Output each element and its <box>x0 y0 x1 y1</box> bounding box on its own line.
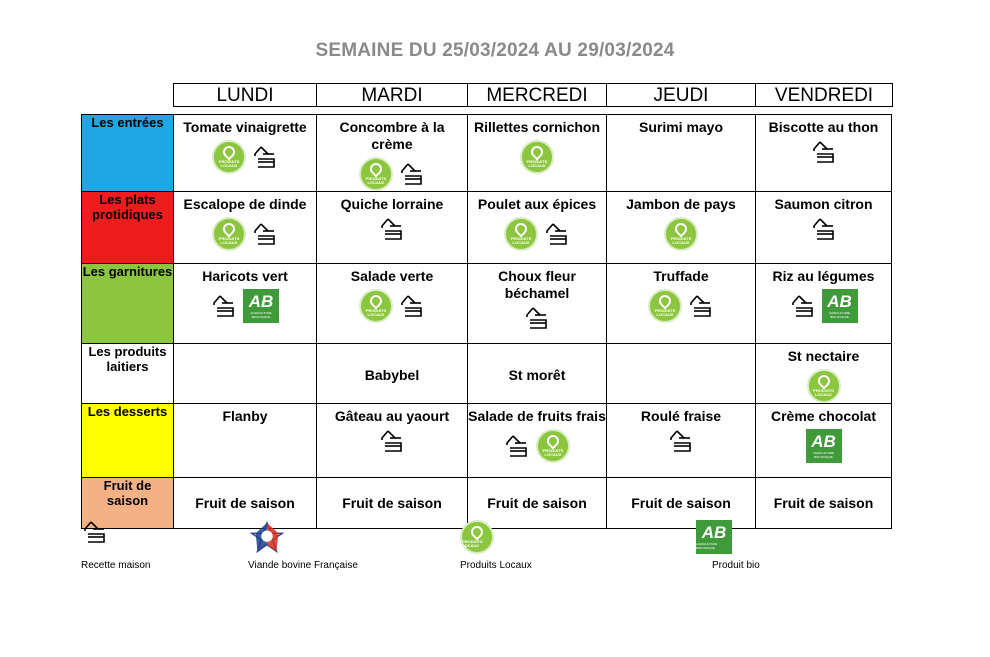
category-label: Les garnitures <box>82 264 174 344</box>
dish-name: St morêt <box>508 367 566 383</box>
dish-icons <box>468 140 606 174</box>
menu-cell <box>468 404 607 478</box>
legend-label: Produits Locaux <box>460 560 532 571</box>
menu-cell <box>174 344 317 404</box>
dish-icons <box>756 369 891 403</box>
menu-cell <box>756 478 892 529</box>
local-badge-text: PRODUITS LOCAUX <box>365 308 387 317</box>
menu-cell <box>174 478 317 529</box>
day-jeudi: JEUDI <box>607 84 756 106</box>
maison-icon <box>504 434 530 458</box>
dish-icons <box>468 217 606 251</box>
dish-name: Tomate vinaigrette <box>183 119 307 135</box>
maison-icon <box>688 294 714 318</box>
menu-cell <box>317 115 468 192</box>
bio-icon <box>822 289 858 323</box>
local-badge-text: PRODUITS LOCAUX <box>365 176 387 185</box>
dish-name: Saumon citron <box>774 196 873 212</box>
dish-name: Truffade <box>653 268 709 284</box>
table-row <box>82 264 892 344</box>
dish-name: Fruit de saison <box>773 494 874 511</box>
local-badge-text: PRODUITS LOCAUX <box>526 159 548 168</box>
dish-icons <box>174 140 316 174</box>
bio-icon <box>806 429 842 463</box>
dish-name: Gâteau au yaourt <box>334 408 450 424</box>
dish-name <box>174 372 316 376</box>
dish-name <box>607 372 755 376</box>
maison-icon <box>544 222 570 246</box>
menu-cell <box>607 404 756 478</box>
category-label: Les entrées <box>82 115 174 192</box>
local-badge-text: PRODUITS LOCAUX <box>462 539 483 548</box>
maison-icon <box>82 520 108 544</box>
dish-name: Roulé fraise <box>640 408 722 424</box>
maison-icon <box>811 140 837 164</box>
dish-icons <box>174 217 316 251</box>
maison-icon <box>211 294 237 318</box>
maison-icon <box>399 162 425 186</box>
dish-name: Babybel <box>364 367 420 383</box>
maison-icon <box>252 222 278 246</box>
dish-name: Fruit de saison <box>195 494 295 511</box>
dish-name: Fruit de saison <box>487 494 587 511</box>
menu-cell <box>468 192 607 264</box>
dish-icons <box>607 289 755 323</box>
local-icon <box>359 157 393 191</box>
local-icon <box>536 429 570 463</box>
local-icon <box>664 217 698 251</box>
dish-name: Fruit de saison <box>631 494 731 511</box>
bio-badge-text: AB <box>811 432 836 451</box>
menu-cell <box>174 404 317 478</box>
category-label: Les produits laitiers <box>82 344 174 404</box>
dish-name: Poulet aux épices <box>477 196 597 212</box>
local-badge-text: PRODUITS LOCAUX <box>813 388 834 397</box>
category-label: Fruit de saison <box>82 478 174 529</box>
menu-cell <box>317 192 468 264</box>
local-badge-text: PRODUITS LOCAUX <box>218 236 240 245</box>
local-badge-text: PRODUITS LOCAUX <box>218 159 240 168</box>
menu-cell <box>317 344 468 404</box>
category-label: Les plats protidiques <box>82 192 174 264</box>
bio-icon <box>696 520 732 554</box>
dish-name: Escalope de dinde <box>183 196 307 212</box>
menu-cell <box>317 478 468 529</box>
local-icon <box>807 369 841 403</box>
maison-icon <box>252 145 278 169</box>
dish-name: Crème chocolat <box>770 408 877 424</box>
bio-badge-subtext: AGRICULTURE BIOLOGIQUE <box>250 311 272 319</box>
table-row <box>82 115 892 192</box>
day-vendredi: VENDREDI <box>774 85 874 106</box>
table-row <box>82 478 892 529</box>
bio-badge-subtext: AGRICULTURE BIOLOGIQUE <box>828 311 851 319</box>
dish-name: Biscotte au thon <box>768 119 879 135</box>
dish-icons <box>317 217 467 241</box>
local-badge-text: PRODUITS LOCAUX <box>542 448 564 457</box>
bio-badge-text: AB <box>701 523 727 542</box>
dish-name: Jambon de pays <box>626 196 736 212</box>
local-icon <box>359 289 393 323</box>
day-mercredi: MERCREDI <box>468 84 607 106</box>
menu-cell <box>756 404 892 478</box>
dish-icons <box>756 217 891 241</box>
legend-label: Recette maison <box>81 560 151 571</box>
menu-cell <box>607 192 756 264</box>
category-label: Les desserts <box>82 404 174 478</box>
dish-icons <box>174 289 316 323</box>
menu-cell <box>607 264 756 344</box>
menu-cell <box>468 344 607 404</box>
vbf-icon <box>248 520 286 558</box>
maison-icon <box>668 429 694 453</box>
menu-cell <box>468 478 607 529</box>
local-badge-text: PRODUITS LOCAUX <box>670 236 692 245</box>
menu-cell <box>317 264 468 344</box>
dish-name: Choux fleur béchamel <box>498 268 576 301</box>
menu-cell <box>468 115 607 192</box>
day-header <box>173 83 893 107</box>
legend-label: Produit bio <box>712 560 760 571</box>
menu-cell <box>756 192 892 264</box>
dish-icons <box>756 140 891 164</box>
local-icon <box>648 289 682 323</box>
dish-name: Salade de fruits frais <box>468 408 606 424</box>
dish-name: Fruit de saison <box>342 494 442 511</box>
dish-icons <box>317 289 467 323</box>
maison-icon <box>399 294 425 318</box>
dish-icons <box>468 306 606 330</box>
menu-cell <box>468 264 607 344</box>
menu-cell <box>607 344 756 404</box>
dish-name: Haricots vert <box>202 268 288 284</box>
maison-icon <box>379 217 405 241</box>
maison-icon <box>811 217 837 241</box>
local-icon <box>504 217 538 251</box>
page-title: SEMAINE DU 25/03/2024 AU 29/03/2024 <box>315 40 675 61</box>
local-icon <box>460 520 494 554</box>
dish-name: Concombre à la crème <box>339 119 445 152</box>
bio-badge-subtext: AGRICULTURE BIOLOGIQUE <box>812 451 835 459</box>
menu-cell <box>174 264 317 344</box>
local-icon <box>520 140 554 174</box>
dish-name: Flanby <box>222 408 268 424</box>
dish-icons <box>607 429 755 453</box>
bio-badge-subtext: AGRICULTURE BIOLOGIQUE <box>696 542 718 550</box>
menu-cell <box>756 264 892 344</box>
dish-name: Rillettes cornichon <box>473 119 601 135</box>
day-mardi: MARDI <box>317 84 468 106</box>
dish-name: Quiche lorraine <box>340 196 444 212</box>
menu-table <box>81 114 892 529</box>
table-row <box>82 404 892 478</box>
menu-cell <box>317 404 468 478</box>
menu-cell <box>174 192 317 264</box>
dish-icons <box>468 429 606 463</box>
day-lundi: LUNDI <box>174 84 317 106</box>
dish-icons <box>607 217 755 251</box>
menu-cell <box>756 115 892 192</box>
dish-icons <box>317 429 467 453</box>
menu-cell <box>756 344 892 404</box>
maison-icon <box>379 429 405 453</box>
dish-name: Surimi mayo <box>638 119 724 135</box>
local-badge-text: PRODUITS LOCAUX <box>654 308 676 317</box>
maison-icon <box>524 306 550 330</box>
menu-cell <box>607 115 756 192</box>
bio-badge-text: AB <box>827 292 852 311</box>
dish-name: Riz au légumes <box>772 268 875 284</box>
dish-icons <box>756 429 891 463</box>
bio-badge-text: AB <box>248 292 274 311</box>
dish-name: Salade verte <box>350 268 434 284</box>
legend-label: Viande bovine Française <box>248 560 358 571</box>
dish-icons <box>317 157 467 191</box>
dish-name: St nectaire <box>787 348 860 364</box>
local-icon <box>212 140 246 174</box>
local-badge-text: PRODUITS LOCAUX <box>510 236 532 245</box>
local-icon <box>212 217 246 251</box>
menu-cell <box>174 115 317 192</box>
bio-icon <box>243 289 279 323</box>
dish-icons <box>756 289 891 323</box>
maison-icon <box>790 294 816 318</box>
menu-cell <box>607 478 756 529</box>
table-row <box>82 192 892 264</box>
table-row <box>82 344 892 404</box>
